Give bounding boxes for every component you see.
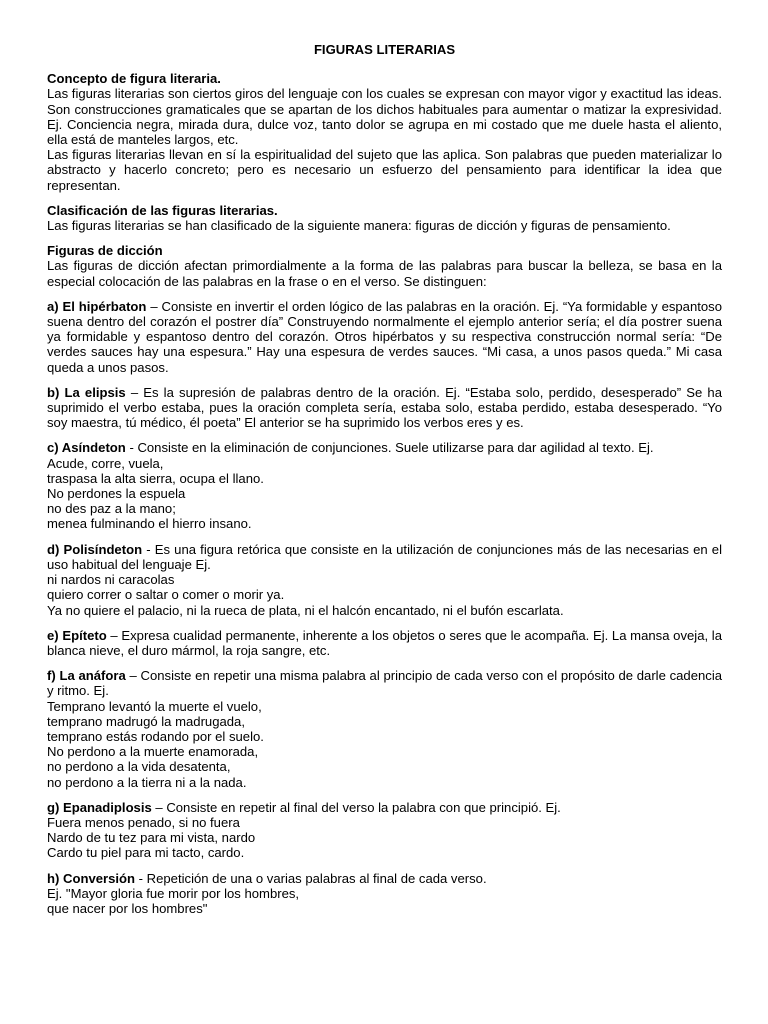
verse-line: Acude, corre, vuela, — [47, 455, 164, 471]
verse-line: No perdono a la muerte enamorada, — [47, 744, 259, 760]
figure-term: e) Epíteto — [47, 627, 107, 643]
figure-definition — [47, 628, 722, 658]
figure-term: a) El hipérbaton — [47, 298, 147, 314]
classification-section — [47, 203, 722, 233]
concept-paragraph: Las figuras literarias son ciertos giros del lenguaje con los cuales se expresan con mayor vigor y exactitud las ideas. Son construcciones gramaticales que se apartan de los dichos habituales para aumentar o matizar la expresividad. Ej. Conciencia negra, mirada dura, dulce voz, tanto dolor se agrupa en mi costado que me duele hasta el aliento, ella está de manteles largos, etc. — [47, 86, 722, 148]
verse-line: Nardo de tu tez para mi vista, nardo — [47, 830, 256, 846]
figure-term: g) Epanadiplosis — [47, 799, 152, 815]
verse-line: temprano madrugó la madrugada, — [47, 713, 245, 729]
figure-definition — [47, 800, 722, 815]
concept-heading: Concepto de figura literaria. — [47, 71, 221, 87]
figure-description: – Consiste en invertir el orden lógico de las palabras en la oración. Ej. “Ya formidable y espantoso suena dentro del corazón el postrer día” Construyendo normalmente el ejemplo anterior sería; el día postrer suena ya formidable y espantoso dentro del corazón. Otros hipérbatos y su respectiva construcción normal sería: “De verdes sauces hay una espesura.” Hay una espesura de verdes sauces. “Mi casa, a unos pasos queda.” Mi casa queda a unos pasos. — [47, 298, 722, 375]
verse-line: no perdono a la vida desatenta, — [47, 759, 231, 775]
verse-line: traspasa la alta sierra, ocupa el llano. — [47, 470, 264, 486]
figure-term: f) La anáfora — [47, 668, 126, 684]
figure-description: - Consiste en la eliminación de conjunciones. Suele utilizarse para dar agilidad al texto. Ej. — [125, 440, 654, 456]
figure-definition — [47, 299, 722, 375]
classification-heading: Clasificación de las figuras literarias. — [47, 202, 278, 218]
figure-description: - Repetición de una o varias palabras al final de cada verso. — [135, 870, 487, 886]
figure-term: h) Conversión — [47, 870, 136, 886]
figure-definition — [47, 542, 722, 572]
verse-line: no perdono a la tierra ni a la nada. — [47, 774, 247, 790]
figure-definition — [47, 871, 722, 886]
verse-line: quiero correr o saltar o comer o morir ya. — [47, 587, 285, 603]
figure-description: – Expresa cualidad permanente, inherente a los objetos o seres que le acompaña. Ej. La mansa oveja, la blanca nieve, el duro mármol, la roja sangre, etc. — [47, 627, 722, 658]
verse-line: Temprano levantó la muerte el vuelo, — [47, 698, 262, 714]
figure-entry — [47, 440, 722, 531]
verse-line: no des paz a la mano; — [47, 501, 176, 517]
figure-entry — [47, 385, 722, 431]
figure-term: c) Asíndeton — [47, 440, 126, 456]
figure-description: – Consiste en repetir una misma palabra al principio de cada verso con el propósito de darle cadencia y ritmo. Ej. — [47, 668, 723, 699]
verse-line: temprano estás rodando por el suelo. — [47, 728, 264, 744]
verse-line: menea fulminando el hierro insano. — [47, 516, 252, 532]
verse-line: que nacer por los hombres" — [47, 900, 208, 916]
figure-description: – Consiste en repetir al final del verso la palabra con que principió. Ej. — [151, 799, 561, 815]
diction-heading: Figuras de dicción — [47, 243, 163, 259]
diction-paragraph: Las figuras de dicción afectan primordialmente a la forma de las palabras para buscar la belleza, se basa en la especial colocación de las palabras en la frase o en el verso. Se distinguen: — [47, 258, 722, 289]
figure-definition — [47, 440, 722, 455]
figure-term: d) Polisíndeton — [47, 541, 143, 557]
document-title: FIGURAS LITERARIAS — [313, 42, 456, 57]
diction-section — [47, 243, 722, 289]
classification-paragraph: Las figuras literarias se han clasificado de la siguiente manera: figuras de dicción y figuras de pensamiento. — [47, 218, 671, 234]
figure-entry — [47, 628, 722, 658]
verse-line: Ej. "Mayor gloria fue morir por los hombres, — [47, 885, 300, 901]
verse-line: ni nardos ni caracolas — [47, 572, 175, 588]
figure-definition — [47, 385, 722, 431]
concept-section — [47, 71, 722, 193]
figure-entry — [47, 668, 722, 790]
figure-definition — [47, 668, 722, 698]
figure-description: - Es una figura retórica que consiste en la utilización de conjunciones más de las necesarias en el uso habitual del lenguaje Ej. — [47, 541, 722, 572]
verse-line: No perdones la espuela — [47, 486, 186, 502]
figures-list — [47, 299, 722, 916]
figure-term: b) La elipsis — [47, 384, 126, 400]
figure-entry — [47, 299, 722, 375]
figure-entry — [47, 871, 722, 917]
verse-line: Fuera menos penado, si no fuera — [47, 814, 240, 830]
figure-description: – Es la supresión de palabras dentro de la oración. Ej. “Estaba solo, perdido, desesperado” Se ha suprimido el verbo estaba, pues la oración completa sería, estaba solo, estaba perdido, estaba desesperado. “Yo soy maestra, tú médico, él poeta” El anterior se ha suprimido los verbos eres y es. — [47, 384, 722, 431]
verse-line: Ya no quiere el palacio, ni la rueca de plata, ni el halcón encantado, ni el bufón escarlata. — [47, 602, 564, 618]
figure-entry — [47, 542, 722, 618]
concept-paragraph: Las figuras literarias llevan en sí la espiritualidad del sujeto que las aplica. Son palabras que pueden materializar lo abstracto y hacerlo concreto; pero es necesario un esfuerzo del pensamiento para identificar la idea que representan. — [47, 147, 722, 193]
verse-line: Cardo tu piel para mi tacto, cardo. — [47, 845, 245, 861]
figure-entry — [47, 800, 722, 861]
